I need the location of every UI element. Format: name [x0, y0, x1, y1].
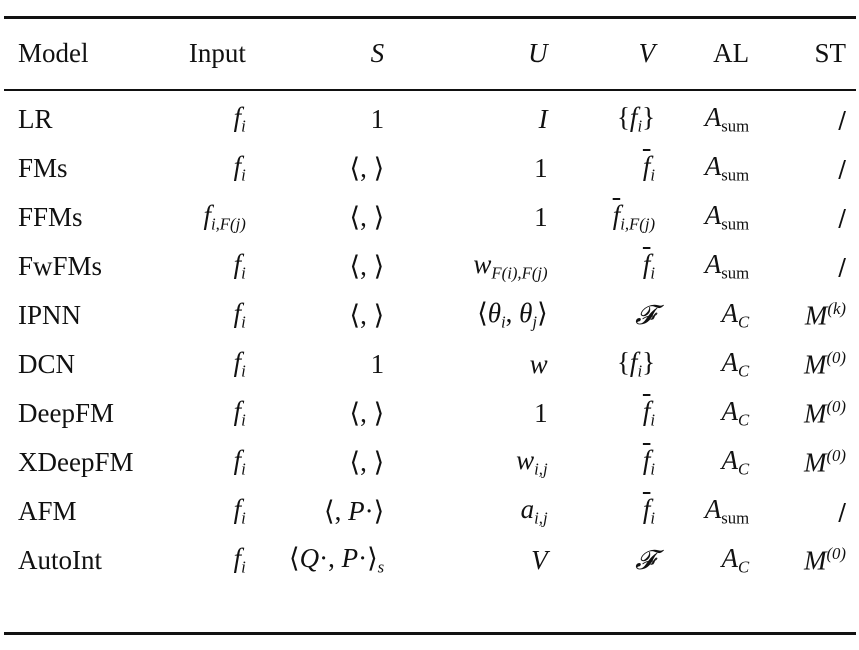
cell-al: $A_C$: [721, 298, 750, 332]
cell-st: $M^{(0)}$: [803, 348, 846, 380]
header-st: ST: [814, 38, 846, 68]
cell-al: $A_{sum}$: [704, 494, 750, 528]
cell-v: 𝓕: [635, 544, 656, 576]
table-row: [4, 340, 856, 389]
cell-model: FFMs: [18, 202, 83, 232]
table-row: [4, 438, 856, 487]
cell-s: 1: [370, 349, 385, 379]
cell-al: $A_{sum}$: [704, 249, 750, 283]
cell-v: $\{f_i\}$: [616, 347, 656, 381]
cell-input: $f_i$: [233, 543, 246, 577]
cell-s: ⟨, ⟩: [349, 300, 385, 330]
cell-u: 1: [534, 398, 548, 428]
cell-model: XDeepFM: [18, 447, 134, 477]
cell-al: $A_C$: [721, 396, 750, 430]
cell-s: ⟨, ⟩: [349, 202, 385, 232]
cell-st: /: [838, 108, 846, 134]
table-row: [4, 487, 856, 536]
cell-model: AutoInt: [18, 545, 102, 575]
cell-v: $\overline{f}_i$: [642, 249, 656, 283]
cell-input: $f_i$: [233, 249, 246, 283]
cell-s: ⟨Q·, $P\cdot⟩_s$: [289, 543, 385, 577]
header-v: V: [638, 38, 656, 68]
cell-u: 1: [534, 202, 548, 232]
table-row: [4, 389, 856, 438]
cell-st: $M^{(0)}$: [803, 397, 846, 429]
cell-model: AFM: [18, 496, 77, 526]
cell-u: 1: [534, 153, 548, 183]
cell-s: ⟨, P·⟩: [324, 496, 385, 526]
cell-al: $A_C$: [721, 445, 750, 479]
table-row: [4, 291, 856, 340]
cell-v: $\overline{f}_i$: [642, 445, 656, 479]
cell-u: w: [529, 349, 548, 379]
cell-st: $M^{(0)}$: [803, 544, 846, 576]
cell-u: I: [538, 104, 548, 134]
cell-v: $\overline{f}_i$: [642, 151, 656, 185]
cell-al: $A_{sum}$: [704, 151, 750, 185]
table-header-row: [4, 18, 856, 89]
cell-st: $M^{(0)}$: [803, 446, 846, 478]
cell-input: $f_{i,F(j)}$: [203, 200, 246, 234]
cell-u: V: [531, 545, 548, 575]
cell-st: /: [838, 500, 846, 526]
cell-st: /: [838, 206, 846, 232]
cell-model: LR: [18, 104, 53, 134]
header-input: Input: [188, 38, 246, 68]
cell-v: $\overline{f}_{i,F(j)}$: [612, 200, 656, 234]
model-comparison-table: [4, 18, 856, 585]
cell-input: $f_i$: [233, 102, 246, 136]
table-row: [4, 89, 856, 144]
cell-al: $A_{sum}$: [704, 102, 750, 136]
header-u: U: [528, 38, 548, 68]
cell-st: /: [838, 157, 846, 183]
cell-u: $⟨\theta_i$, $\theta_j⟩$: [477, 298, 548, 332]
cell-model: DeepFM: [18, 398, 114, 428]
cell-input: $f_i$: [233, 151, 246, 185]
cell-input: $f_i$: [233, 445, 246, 479]
cell-st: /: [838, 255, 846, 281]
table-row: [4, 144, 856, 193]
cell-s: ⟨, ⟩: [349, 251, 385, 281]
cell-input: $f_i$: [233, 494, 246, 528]
cell-model: DCN: [18, 349, 76, 379]
cell-input: $f_i$: [233, 298, 246, 332]
cell-v: $\overline{f}_i$: [642, 494, 656, 528]
table-row: [4, 242, 856, 291]
cell-u: $a_{i,j}$: [520, 494, 548, 528]
cell-s: ⟨, ⟩: [349, 398, 385, 428]
cell-v: $\overline{f}_i$: [642, 396, 656, 430]
cell-v: $\{f_i\}$: [616, 102, 656, 136]
cell-v: 𝓕: [635, 299, 656, 331]
cell-u: $w_{F(i),F(j)}$: [473, 249, 548, 283]
table-body: [4, 89, 856, 585]
cell-al: $A_C$: [721, 347, 750, 381]
table-row: [4, 536, 856, 585]
cell-al: $A_{sum}$: [704, 200, 750, 234]
bottom-rule: [4, 632, 856, 635]
header-s: S: [370, 38, 385, 68]
cell-model: FMs: [18, 153, 68, 183]
cell-st: $M^{(k)}$: [804, 299, 846, 331]
cell-u: $w_{i,j}$: [516, 445, 548, 479]
cell-input: $f_i$: [233, 396, 246, 430]
cell-model: FwFMs: [18, 251, 103, 281]
table-row: [4, 193, 856, 242]
header-model: Model: [18, 38, 89, 68]
cell-s: 1: [370, 104, 385, 134]
cell-al: $A_C$: [721, 543, 750, 577]
cell-s: ⟨, ⟩: [349, 153, 385, 183]
cell-model: IPNN: [18, 300, 82, 330]
cell-input: $f_i$: [233, 347, 246, 381]
cell-s: ⟨, ⟩: [349, 447, 385, 477]
header-al: AL: [713, 38, 750, 68]
